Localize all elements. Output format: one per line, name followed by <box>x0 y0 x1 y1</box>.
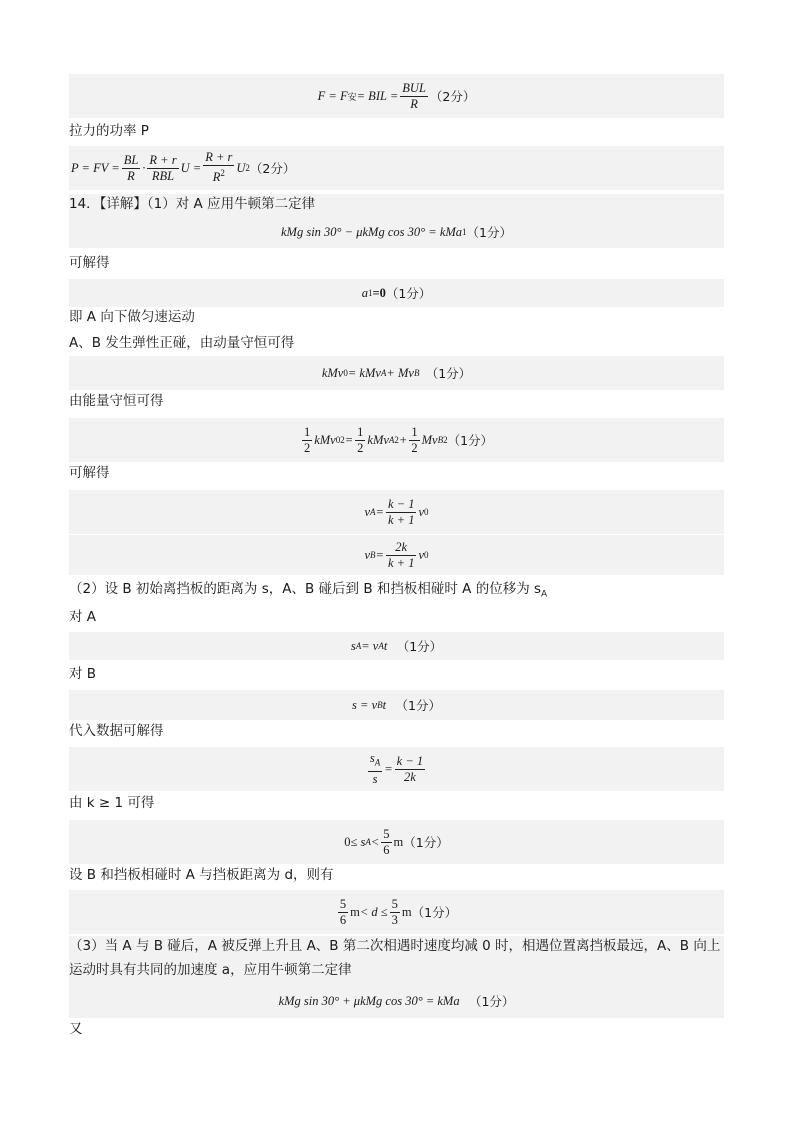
equation-sA: s A = v A t （1分） <box>69 632 724 660</box>
section-heading-part3: （3）当 A 与 B 碰后，A 被反弹上升且 A、B 第二次相遇时速度均减 0 时，相遇位置离挡板最远，A、B 向上 <box>69 936 724 960</box>
points-label: （2分） <box>249 161 296 176</box>
equation-vA: v A = $\frac{k - 1}{k + 1}$ v 0 <box>69 490 724 534</box>
text-line: 由能量守恒可得 <box>69 393 164 409</box>
points-label: （1分） <box>425 366 472 381</box>
text-line: 又 <box>69 1021 83 1037</box>
text-line: 对 B <box>69 666 97 682</box>
text-line: 可解得 <box>69 255 110 271</box>
text-line: 可解得 <box>69 465 110 481</box>
text-sub: A <box>541 589 548 600</box>
equation-vB: v B = $\frac{2k}{k + 1}$ v 0 <box>69 535 724 575</box>
text-line: A、B 发生弹性正碰，由动量守恒可得 <box>69 335 295 351</box>
points-label: （1分） <box>411 905 458 920</box>
equation-energy: $\frac{1}{2}$ kMv 0 2 = $\frac{1}{2}$ kMv A 2 + $\frac{1}{2}$ Mv B 2 （1分） <box>69 418 724 462</box>
text-line: （2）设 B 初始离挡板的距离为 s，A、B 碰后到 B 和挡板相碰时 A 的位移为 s <box>69 581 542 597</box>
equation-force: F = F 安 = BIL = $\frac{\text{BUL}}{R}$ （2分） <box>69 74 724 118</box>
points-label: （1分） <box>447 433 494 448</box>
points-label: （1分） <box>396 639 443 654</box>
equation-d-range: $\frac{5}{6}$ m < d ≤ $\frac{5}{3}$ m （1分） <box>69 890 724 934</box>
eq-rest: =0 <box>372 285 386 300</box>
text-line: 运动时具有共同的加速度 a，应用牛顿第二定律 <box>69 960 724 984</box>
section-heading-14: 14．【详解】（1）对 A 应用牛顿第二定律 <box>69 194 724 216</box>
text-line: 设 B 和挡板相碰时 A 与挡板距离为 d，则有 <box>69 867 334 883</box>
equation-a1: a 1 =0 （1分） <box>69 279 724 307</box>
equation-s: s = v B t （1分） <box>69 690 724 720</box>
section-heading-part2 <box>69 579 724 605</box>
points-label: （1分） <box>385 286 432 301</box>
equation-power: P = FV = $\frac{BL}{R}$ · $\frac{R + r}{\text{RBL}}$ U = $\frac{R + r}{R^2}$ U 2 （2分） <box>69 146 724 190</box>
text-line: 对 A <box>69 609 97 625</box>
equation-newton-a: kMg sin 30° − μkMg cos 30° = kMa 1 （1分） <box>69 216 724 248</box>
eq-symbol: a <box>361 285 368 300</box>
equation-ratio: $\frac{s_A}{s}$ = $\frac{k - 1}{2k}$ <box>69 747 724 791</box>
equation-sA-range: 0 ≤ s A < $\frac{5}{6}$ m （1分） <box>69 820 724 864</box>
points-label: （1分） <box>466 225 512 240</box>
points-label: （1分） <box>468 994 515 1009</box>
points-label: （1分） <box>395 698 441 713</box>
points-label: （2分） <box>429 89 476 104</box>
text-line: 拉力的功率 P <box>69 123 149 139</box>
text-line: 由 k ≥ 1 可得 <box>69 795 155 811</box>
text-line: 代入数据可解得 <box>69 723 164 739</box>
equation-momentum: kMv 0 = kMv A + Mv B （1分） <box>69 356 724 390</box>
text-line: 即 A 向下做匀速运动 <box>69 309 195 325</box>
equation-common-accel: kMg sin 30° + μkMg cos 30° = kMa （1分） <box>69 984 724 1018</box>
points-label: （1分） <box>403 835 449 850</box>
